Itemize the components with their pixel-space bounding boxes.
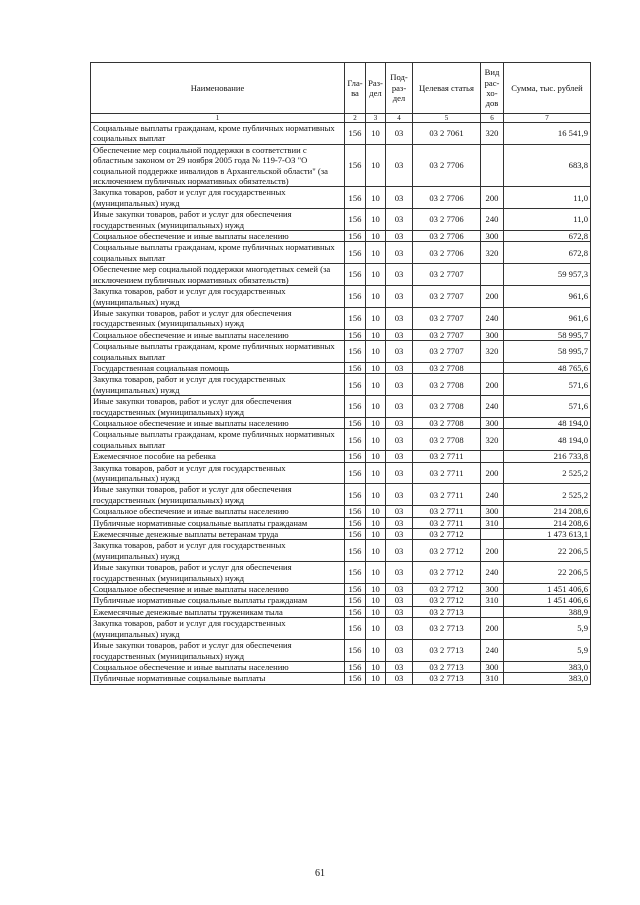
cell-name: Социальные выплаты гражданам, кроме публичных нормативных социальных выплат (91, 242, 345, 264)
cell-sum: 11,0 (504, 209, 591, 231)
cell-vid: 200 (481, 618, 504, 640)
table-row (91, 606, 591, 617)
cell-name: Публичные нормативные социальные выплаты (91, 673, 345, 684)
cell-target: 03 2 7713 (413, 606, 481, 617)
cell-name: Иные закупки товаров, работ и услуг для обеспечения государственных (муниципальных) нужд (91, 484, 345, 506)
cell-glava: 156 (345, 562, 366, 584)
cell-glava: 156 (345, 123, 366, 145)
cell-sum: 216 733,8 (504, 451, 591, 462)
table-row (91, 374, 591, 396)
cell-glava: 156 (345, 307, 366, 329)
header-glava: Гла-ва (345, 63, 366, 114)
cell-razdel: 10 (366, 618, 386, 640)
cell-target: 03 2 7706 (413, 144, 481, 187)
cell-target: 03 2 7708 (413, 362, 481, 373)
cell-name: Иные закупки товаров, работ и услуг для обеспечения государственных (муниципальных) нужд (91, 307, 345, 329)
cell-vid: 240 (481, 396, 504, 418)
cell-glava: 156 (345, 264, 366, 286)
cell-sum: 383,0 (504, 673, 591, 684)
cell-vid: 300 (481, 231, 504, 242)
cell-vid: 320 (481, 341, 504, 363)
cell-name: Иные закупки товаров, работ и услуг для обеспечения государственных (муниципальных) нужд (91, 640, 345, 662)
table-row (91, 661, 591, 672)
cell-vid: 300 (481, 417, 504, 428)
table-header-row (91, 63, 591, 114)
cell-vid: 240 (481, 562, 504, 584)
cell-razdel: 10 (366, 429, 386, 451)
cell-razdel: 10 (366, 209, 386, 231)
cell-razdel: 10 (366, 661, 386, 672)
cell-podrazdel: 03 (386, 562, 413, 584)
table-row (91, 595, 591, 606)
cell-podrazdel: 03 (386, 673, 413, 684)
cell-podrazdel: 03 (386, 396, 413, 418)
cell-sum: 59 957,3 (504, 264, 591, 286)
cell-target: 03 2 7712 (413, 595, 481, 606)
cell-vid (481, 264, 504, 286)
table-row (91, 484, 591, 506)
cell-name: Социальное обеспечение и иные выплаты населению (91, 417, 345, 428)
cell-glava: 156 (345, 618, 366, 640)
table-row (91, 540, 591, 562)
cell-podrazdel: 03 (386, 462, 413, 484)
cell-glava: 156 (345, 231, 366, 242)
cell-sum: 5,9 (504, 640, 591, 662)
cell-podrazdel: 03 (386, 517, 413, 528)
header-sum: Сумма, тыс. рублей (504, 63, 591, 114)
cell-glava: 156 (345, 529, 366, 540)
cell-vid: 200 (481, 540, 504, 562)
cell-sum: 58 995,7 (504, 341, 591, 363)
cell-target: 03 2 7711 (413, 451, 481, 462)
cell-podrazdel: 03 (386, 286, 413, 308)
cell-podrazdel: 03 (386, 640, 413, 662)
table-row (91, 231, 591, 242)
cell-podrazdel: 03 (386, 123, 413, 145)
cell-podrazdel: 03 (386, 484, 413, 506)
cell-razdel: 10 (366, 640, 386, 662)
cell-name: Закупка товаров, работ и услуг для государственных (муниципальных) нужд (91, 462, 345, 484)
header-target: Целевая статья (413, 63, 481, 114)
cell-sum: 961,6 (504, 307, 591, 329)
cell-podrazdel: 03 (386, 661, 413, 672)
column-number: 7 (504, 114, 591, 123)
cell-target: 03 2 7707 (413, 341, 481, 363)
cell-target: 03 2 7713 (413, 640, 481, 662)
cell-target: 03 2 7713 (413, 673, 481, 684)
cell-target: 03 2 7713 (413, 661, 481, 672)
column-number: 6 (481, 114, 504, 123)
cell-target: 03 2 7713 (413, 618, 481, 640)
cell-glava: 156 (345, 362, 366, 373)
table-row (91, 396, 591, 418)
table-body (91, 123, 591, 685)
cell-podrazdel: 03 (386, 242, 413, 264)
budget-table (90, 62, 591, 685)
cell-target: 03 2 7712 (413, 562, 481, 584)
cell-glava: 156 (345, 329, 366, 340)
cell-target: 03 2 7708 (413, 429, 481, 451)
cell-podrazdel: 03 (386, 209, 413, 231)
cell-podrazdel: 03 (386, 429, 413, 451)
cell-name: Публичные нормативные социальные выплаты гражданам (91, 595, 345, 606)
cell-podrazdel: 03 (386, 584, 413, 595)
cell-sum: 1 451 406,6 (504, 595, 591, 606)
cell-sum: 22 206,5 (504, 540, 591, 562)
cell-vid: 240 (481, 484, 504, 506)
cell-razdel: 10 (366, 529, 386, 540)
cell-target: 03 2 7708 (413, 417, 481, 428)
cell-target: 03 2 7706 (413, 231, 481, 242)
cell-razdel: 10 (366, 264, 386, 286)
cell-razdel: 10 (366, 374, 386, 396)
table-row (91, 506, 591, 517)
cell-glava: 156 (345, 451, 366, 462)
cell-name: Социальное обеспечение и иные выплаты населению (91, 231, 345, 242)
cell-razdel: 10 (366, 540, 386, 562)
cell-razdel: 10 (366, 673, 386, 684)
cell-vid: 240 (481, 307, 504, 329)
cell-razdel: 10 (366, 595, 386, 606)
cell-target: 03 2 7711 (413, 506, 481, 517)
cell-vid: 240 (481, 209, 504, 231)
table-row (91, 144, 591, 187)
cell-glava: 156 (345, 595, 366, 606)
cell-podrazdel: 03 (386, 618, 413, 640)
cell-name: Закупка товаров, работ и услуг для государственных (муниципальных) нужд (91, 187, 345, 209)
cell-podrazdel: 03 (386, 529, 413, 540)
cell-podrazdel: 03 (386, 144, 413, 187)
cell-sum: 2 525,2 (504, 484, 591, 506)
cell-sum: 48 194,0 (504, 417, 591, 428)
cell-name: Иные закупки товаров, работ и услуг для обеспечения государственных (муниципальных) нужд (91, 396, 345, 418)
table-row (91, 417, 591, 428)
cell-name: Ежемесячные денежные выплаты труженикам тыла (91, 606, 345, 617)
cell-glava: 156 (345, 242, 366, 264)
cell-sum: 571,6 (504, 396, 591, 418)
column-number: 4 (386, 114, 413, 123)
cell-name: Социальные выплаты гражданам, кроме публичных нормативных социальных выплат (91, 341, 345, 363)
cell-sum: 1 473 613,1 (504, 529, 591, 540)
table-row (91, 242, 591, 264)
cell-sum: 214 208,6 (504, 506, 591, 517)
cell-podrazdel: 03 (386, 362, 413, 373)
cell-glava: 156 (345, 606, 366, 617)
table-row (91, 362, 591, 373)
cell-glava: 156 (345, 506, 366, 517)
cell-glava: 156 (345, 187, 366, 209)
cell-vid: 200 (481, 374, 504, 396)
cell-razdel: 10 (366, 242, 386, 264)
cell-razdel: 10 (366, 451, 386, 462)
cell-vid (481, 144, 504, 187)
cell-vid: 300 (481, 661, 504, 672)
cell-podrazdel: 03 (386, 606, 413, 617)
cell-podrazdel: 03 (386, 341, 413, 363)
table-row (91, 209, 591, 231)
table-row (91, 429, 591, 451)
cell-vid: 200 (481, 286, 504, 308)
table-row (91, 264, 591, 286)
cell-podrazdel: 03 (386, 264, 413, 286)
cell-name: Ежемесячные денежные выплаты ветеранам труда (91, 529, 345, 540)
cell-vid: 320 (481, 242, 504, 264)
cell-sum: 11,0 (504, 187, 591, 209)
cell-vid (481, 451, 504, 462)
table-row (91, 517, 591, 528)
cell-sum: 1 451 406,6 (504, 584, 591, 595)
cell-glava: 156 (345, 640, 366, 662)
cell-sum: 961,6 (504, 286, 591, 308)
cell-target: 03 2 7706 (413, 187, 481, 209)
column-number: 5 (413, 114, 481, 123)
header-name: Наименование (91, 63, 345, 114)
cell-name: Социальное обеспечение и иные выплаты населению (91, 506, 345, 517)
cell-target: 03 2 7707 (413, 286, 481, 308)
cell-name: Закупка товаров, работ и услуг для государственных (муниципальных) нужд (91, 540, 345, 562)
cell-podrazdel: 03 (386, 417, 413, 428)
cell-glava: 156 (345, 429, 366, 451)
cell-glava: 156 (345, 484, 366, 506)
cell-name: Социальные выплаты гражданам, кроме публичных нормативных социальных выплат (91, 123, 345, 145)
cell-vid: 310 (481, 595, 504, 606)
cell-name: Публичные нормативные социальные выплаты гражданам (91, 517, 345, 528)
cell-razdel: 10 (366, 606, 386, 617)
cell-target: 03 2 7706 (413, 209, 481, 231)
table-row (91, 451, 591, 462)
cell-sum: 672,8 (504, 242, 591, 264)
cell-name: Социальное обеспечение и иные выплаты населению (91, 329, 345, 340)
header-razdel: Раз-дел (366, 63, 386, 114)
cell-target: 03 2 7706 (413, 242, 481, 264)
cell-sum: 214 208,6 (504, 517, 591, 528)
header-vid: Вид рас-хо-дов (481, 63, 504, 114)
cell-podrazdel: 03 (386, 187, 413, 209)
cell-razdel: 10 (366, 231, 386, 242)
cell-name: Закупка товаров, работ и услуг для государственных (муниципальных) нужд (91, 618, 345, 640)
cell-name: Ежемесячное пособие на ребенка (91, 451, 345, 462)
cell-name: Иные закупки товаров, работ и услуг для обеспечения государственных (муниципальных) нужд (91, 562, 345, 584)
cell-glava: 156 (345, 144, 366, 187)
cell-glava: 156 (345, 517, 366, 528)
cell-razdel: 10 (366, 506, 386, 517)
cell-glava: 156 (345, 584, 366, 595)
cell-vid: 310 (481, 673, 504, 684)
cell-razdel: 10 (366, 144, 386, 187)
cell-glava: 156 (345, 417, 366, 428)
cell-razdel: 10 (366, 341, 386, 363)
cell-target: 03 2 7708 (413, 374, 481, 396)
page-number: 61 (315, 868, 325, 879)
cell-target: 03 2 7707 (413, 329, 481, 340)
cell-sum: 2 525,2 (504, 462, 591, 484)
cell-target: 03 2 7711 (413, 484, 481, 506)
cell-glava: 156 (345, 374, 366, 396)
cell-glava: 156 (345, 673, 366, 684)
cell-glava: 156 (345, 341, 366, 363)
cell-podrazdel: 03 (386, 451, 413, 462)
cell-name: Социальные выплаты гражданам, кроме публичных нормативных социальных выплат (91, 429, 345, 451)
cell-podrazdel: 03 (386, 595, 413, 606)
cell-target: 03 2 7711 (413, 462, 481, 484)
table-row (91, 673, 591, 684)
cell-sum: 16 541,9 (504, 123, 591, 145)
table-row (91, 618, 591, 640)
cell-vid: 200 (481, 187, 504, 209)
cell-razdel: 10 (366, 562, 386, 584)
cell-podrazdel: 03 (386, 540, 413, 562)
cell-vid: 300 (481, 584, 504, 595)
cell-vid (481, 529, 504, 540)
column-number: 3 (366, 114, 386, 123)
table-row (91, 529, 591, 540)
table-row (91, 307, 591, 329)
cell-name: Иные закупки товаров, работ и услуг для обеспечения государственных (муниципальных) нужд (91, 209, 345, 231)
cell-razdel: 10 (366, 362, 386, 373)
cell-podrazdel: 03 (386, 329, 413, 340)
cell-razdel: 10 (366, 584, 386, 595)
cell-glava: 156 (345, 396, 366, 418)
cell-razdel: 10 (366, 396, 386, 418)
cell-name: Социальное обеспечение и иные выплаты населению (91, 661, 345, 672)
cell-sum: 683,8 (504, 144, 591, 187)
column-number: 1 (91, 114, 345, 123)
cell-vid: 320 (481, 123, 504, 145)
cell-glava: 156 (345, 540, 366, 562)
table-row (91, 640, 591, 662)
cell-sum: 672,8 (504, 231, 591, 242)
cell-vid: 320 (481, 429, 504, 451)
cell-target: 03 2 7061 (413, 123, 481, 145)
cell-razdel: 10 (366, 417, 386, 428)
cell-podrazdel: 03 (386, 506, 413, 517)
table-row (91, 341, 591, 363)
cell-target: 03 2 7707 (413, 307, 481, 329)
cell-vid: 200 (481, 462, 504, 484)
cell-vid (481, 606, 504, 617)
cell-target: 03 2 7712 (413, 584, 481, 595)
cell-sum: 388,9 (504, 606, 591, 617)
cell-glava: 156 (345, 209, 366, 231)
table-row (91, 187, 591, 209)
header-podrazdel: Под-раз-дел (386, 63, 413, 114)
table-row (91, 562, 591, 584)
cell-sum: 571,6 (504, 374, 591, 396)
cell-podrazdel: 03 (386, 374, 413, 396)
cell-glava: 156 (345, 286, 366, 308)
cell-sum: 48 765,6 (504, 362, 591, 373)
cell-razdel: 10 (366, 484, 386, 506)
cell-glava: 156 (345, 462, 366, 484)
table-row (91, 584, 591, 595)
cell-name: Закупка товаров, работ и услуг для государственных (муниципальных) нужд (91, 374, 345, 396)
cell-name: Социальное обеспечение и иные выплаты населению (91, 584, 345, 595)
cell-sum: 48 194,0 (504, 429, 591, 451)
cell-glava: 156 (345, 661, 366, 672)
cell-sum: 5,9 (504, 618, 591, 640)
cell-podrazdel: 03 (386, 307, 413, 329)
cell-sum: 58 995,7 (504, 329, 591, 340)
cell-razdel: 10 (366, 286, 386, 308)
cell-podrazdel: 03 (386, 231, 413, 242)
cell-sum: 383,0 (504, 661, 591, 672)
cell-razdel: 10 (366, 462, 386, 484)
cell-razdel: 10 (366, 307, 386, 329)
cell-vid: 300 (481, 329, 504, 340)
cell-sum: 22 206,5 (504, 562, 591, 584)
cell-name: Обеспечение мер социальной поддержки в соответствии с областным законом от 29 ноября 2005 года № 119-7-ОЗ "О социальной поддержке инвалидов в Архангельской области" (за исключением публичных нормативных обязательств) (91, 144, 345, 187)
column-number: 2 (345, 114, 366, 123)
cell-target: 03 2 7708 (413, 396, 481, 418)
cell-vid: 300 (481, 506, 504, 517)
cell-target: 03 2 7712 (413, 529, 481, 540)
cell-vid: 240 (481, 640, 504, 662)
cell-razdel: 10 (366, 123, 386, 145)
cell-name: Государственная социальная помощь (91, 362, 345, 373)
cell-target: 03 2 7707 (413, 264, 481, 286)
table-row (91, 329, 591, 340)
cell-target: 03 2 7711 (413, 517, 481, 528)
cell-razdel: 10 (366, 517, 386, 528)
cell-name: Обеспечение мер социальной поддержки многодетных семей (за исключением публичных нормативных обязательств) (91, 264, 345, 286)
table-row (91, 123, 591, 145)
table-row (91, 462, 591, 484)
cell-vid: 310 (481, 517, 504, 528)
cell-vid (481, 362, 504, 373)
cell-razdel: 10 (366, 187, 386, 209)
column-number-row (91, 114, 591, 123)
table-row (91, 286, 591, 308)
cell-target: 03 2 7712 (413, 540, 481, 562)
cell-name: Закупка товаров, работ и услуг для государственных (муниципальных) нужд (91, 286, 345, 308)
cell-razdel: 10 (366, 329, 386, 340)
